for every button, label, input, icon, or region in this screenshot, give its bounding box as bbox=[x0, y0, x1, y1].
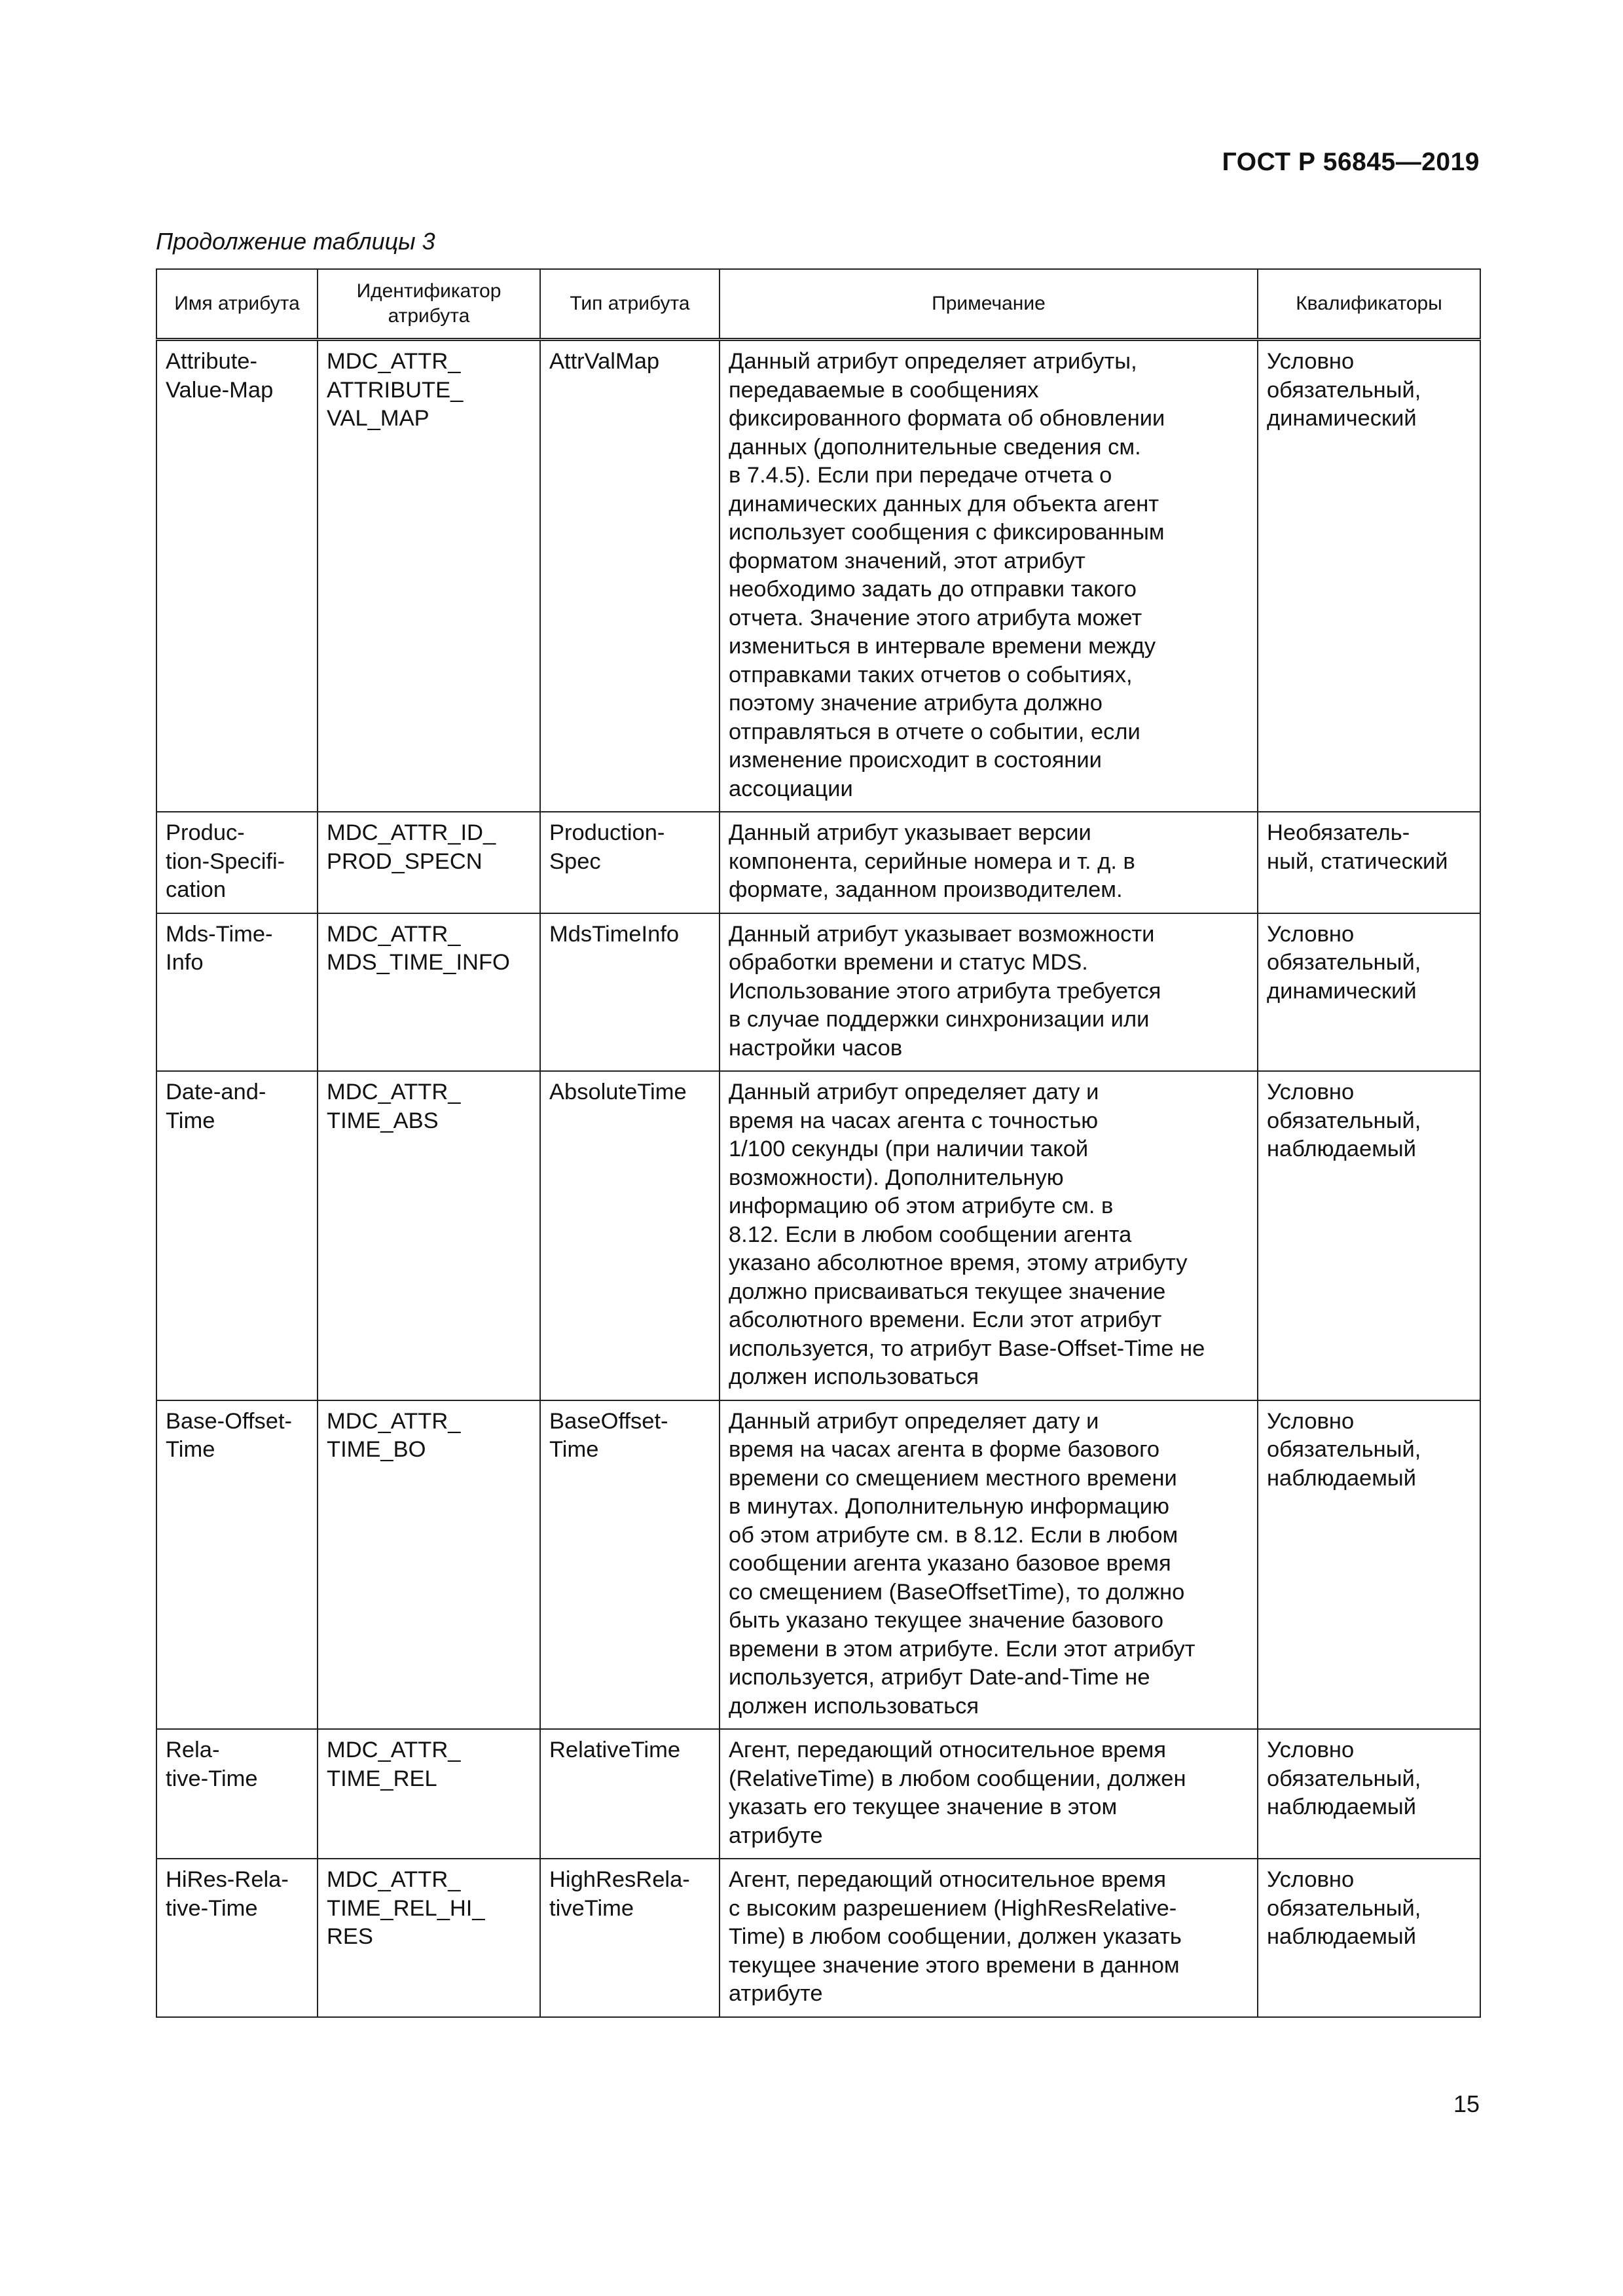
cell-attribute-type: BaseOffset- Time bbox=[540, 1400, 720, 1730]
cell-attribute-name: Base-Offset- Time bbox=[156, 1400, 318, 1730]
cell-attribute-name: Mds-Time- Info bbox=[156, 913, 318, 1072]
cell-attribute-name: Date-and- Time bbox=[156, 1071, 318, 1400]
cell-attribute-id: MDC_ATTR_ MDS_TIME_INFO bbox=[318, 913, 540, 1072]
attributes-table bbox=[156, 268, 1481, 2018]
cell-attribute-qualifiers: Условно обязательный, наблюдаемый bbox=[1258, 1400, 1480, 1730]
cell-attribute-type: AbsoluteTime bbox=[540, 1071, 720, 1400]
cell-attribute-type: RelativeTime bbox=[540, 1729, 720, 1859]
column-header-name: Имя атрибута bbox=[156, 269, 318, 340]
table-header-row bbox=[156, 269, 1480, 340]
cell-attribute-note: Данный атрибут определяет атрибуты, передаваемые в сообщениях фиксированного формата об обновлении данных (дополнительные сведения см. в 7.4.5). Если при передаче отчета о динамических данных для объекта агент использует сообщения с фиксированным форматом значений, этот атрибут необходимо задать до отправки такого отчета. Значение этого атрибута может измениться в интервале времени между отправками таких отчетов о событиях, поэтому значение атрибута должно отправляться в отчете о событии, если изменение происходит в состоянии ассоциации bbox=[720, 340, 1258, 812]
table-body bbox=[156, 340, 1480, 2017]
cell-attribute-qualifiers: Условно обязательный, наблюдаемый bbox=[1258, 1729, 1480, 1859]
cell-attribute-type: HighResRela- tiveTime bbox=[540, 1859, 720, 2017]
cell-attribute-id: MDC_ATTR_ TIME_BO bbox=[318, 1400, 540, 1730]
table-row bbox=[156, 1729, 1480, 1859]
cell-attribute-qualifiers: Условно обязательный, динамический bbox=[1258, 913, 1480, 1072]
cell-attribute-note: Данный атрибут определяет дату и время на часах агента с точностью 1/100 секунды (при наличии такой возможности). Дополнительную информацию об этом атрибуте см. в 8.12. Если в любом сообщении агента указано абсолютное время, этому атрибуту должно присваиваться текущее значение абсолютного времени. Если этот атрибут используется, то атрибут Base-Offset-Time не должен использоваться bbox=[720, 1071, 1258, 1400]
cell-attribute-id: MDC_ATTR_ID_ PROD_SPECN bbox=[318, 812, 540, 913]
cell-attribute-qualifiers: Условно обязательный, динамический bbox=[1258, 340, 1480, 812]
table-row bbox=[156, 812, 1480, 913]
cell-attribute-type: MdsTimeInfo bbox=[540, 913, 720, 1072]
column-header-note: Примечание bbox=[720, 269, 1258, 340]
cell-attribute-name: Rela- tive-Time bbox=[156, 1729, 318, 1859]
column-header-qualifiers: Квалификаторы bbox=[1258, 269, 1480, 340]
table-row bbox=[156, 913, 1480, 1072]
document-standard-header: ГОСТ Р 56845—2019 bbox=[1222, 148, 1480, 176]
table-row bbox=[156, 1071, 1480, 1400]
table-row bbox=[156, 340, 1480, 812]
cell-attribute-note: Агент, передающий относительное время с высоким разрешением (HighResRelative- Time) в любом сообщении, должен указать текущее значение этого времени в данном атрибуте bbox=[720, 1859, 1258, 2017]
cell-attribute-qualifiers: Условно обязательный, наблюдаемый bbox=[1258, 1859, 1480, 2017]
cell-attribute-id: MDC_ATTR_ TIME_REL_HI_ RES bbox=[318, 1859, 540, 2017]
column-header-id: Идентификатор атрибута bbox=[318, 269, 540, 340]
cell-attribute-id: MDC_ATTR_ TIME_ABS bbox=[318, 1071, 540, 1400]
cell-attribute-note: Агент, передающий относительное время (RelativeTime) в любом сообщении, должен указать его текущее значение в этом атрибуте bbox=[720, 1729, 1258, 1859]
cell-attribute-qualifiers: Необязатель- ный, статический bbox=[1258, 812, 1480, 913]
cell-attribute-type: Production- Spec bbox=[540, 812, 720, 913]
cell-attribute-qualifiers: Условно обязательный, наблюдаемый bbox=[1258, 1071, 1480, 1400]
cell-attribute-name: Attribute- Value-Map bbox=[156, 340, 318, 812]
cell-attribute-id: MDC_ATTR_ TIME_REL bbox=[318, 1729, 540, 1859]
table-row bbox=[156, 1400, 1480, 1730]
cell-attribute-note: Данный атрибут указывает версии компонента, серийные номера и т. д. в формате, заданном производителем. bbox=[720, 812, 1258, 913]
cell-attribute-name: Produc- tion-Specifi- cation bbox=[156, 812, 318, 913]
cell-attribute-id: MDC_ATTR_ ATTRIBUTE_ VAL_MAP bbox=[318, 340, 540, 812]
cell-attribute-type: AttrValMap bbox=[540, 340, 720, 812]
table-caption: Продолжение таблицы 3 bbox=[156, 228, 435, 255]
page-number: 15 bbox=[1453, 2090, 1480, 2117]
table-header bbox=[156, 269, 1480, 340]
cell-attribute-name: HiRes-Rela- tive-Time bbox=[156, 1859, 318, 2017]
table-row bbox=[156, 1859, 1480, 2017]
cell-attribute-note: Данный атрибут указывает возможности обработки времени и статус MDS. Использование этого атрибута требуется в случае поддержки синхронизации или настройки часов bbox=[720, 913, 1258, 1072]
cell-attribute-note: Данный атрибут определяет дату и время на часах агента в форме базового времени со смещением местного времени в минутах. Дополнительную информацию об этом атрибуте см. в 8.12. Если в любом сообщении агента указано базовое время со смещением (BaseOffsetTime), то должно быть указано текущее значение базового времени в этом атрибуте. Если этот атрибут используется, атрибут Date-and-Time не должен использоваться bbox=[720, 1400, 1258, 1730]
column-header-type: Тип атрибута bbox=[540, 269, 720, 340]
